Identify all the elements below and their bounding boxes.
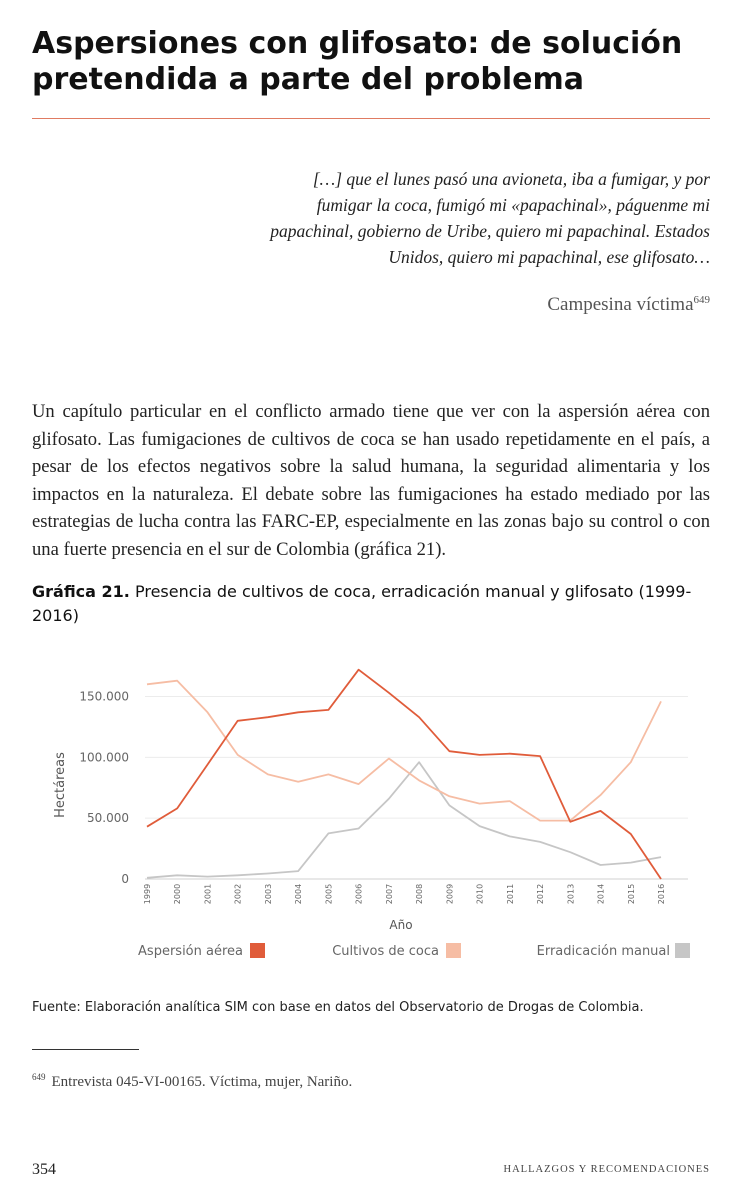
x-tick-label: 2011 — [505, 883, 515, 905]
x-tick-label: 2009 — [445, 883, 455, 905]
y-tick-label: 100.000 — [79, 750, 129, 765]
figure-label: Gráfica 21. — [32, 582, 130, 601]
figure-caption-text: Presencia de cultivos de coca, erradicación manual y glifosato (1999-2016) — [32, 582, 692, 625]
attribution-text: Campesina víctima — [547, 294, 694, 315]
x-tick-label: 2013 — [566, 883, 576, 905]
figure-source: Fuente: Elaboración analítica SIM con base en datos del Observatorio de Drogas de Colombia. — [32, 1000, 644, 1015]
quote-attribution — [547, 294, 710, 316]
x-tick-label: 2007 — [384, 883, 394, 905]
footnote — [32, 1072, 352, 1091]
figure-caption — [32, 580, 712, 628]
legend-label: Erradicación manual — [536, 944, 670, 959]
series-line — [147, 762, 661, 878]
y-axis-title: Hectáreas — [53, 752, 68, 818]
footnote-number: 649 — [32, 1072, 46, 1082]
y-tick-label: 150.000 — [79, 689, 129, 704]
legend-swatch — [675, 943, 690, 958]
x-tick-label: 2012 — [536, 883, 546, 905]
x-tick-label: 2008 — [415, 883, 425, 905]
footnote-ref[interactable]: 649 — [693, 294, 710, 306]
line-chart — [0, 640, 753, 985]
x-tick-label: 1999 — [143, 883, 152, 905]
footnote-divider — [32, 1049, 139, 1050]
x-tick-label: 2000 — [173, 883, 183, 905]
legend-label: Aspersión aérea — [138, 944, 243, 959]
legend-label: Cultivos de coca — [332, 944, 439, 959]
series-line — [147, 681, 661, 821]
x-tick-label: 2014 — [596, 883, 606, 905]
epigraph-quote: […] que el lunes pasó una avioneta, iba a fumigar, y por fumigar la coca, fumigó mi «papachinal», páguenme mi papachinal, gobierno de Uribe, quiero mi papachinal. Estados Unidos, quiero mi papachinal, ese glifosato… — [270, 169, 710, 267]
y-tick-label: 50.000 — [87, 811, 129, 826]
x-tick-label: 2006 — [354, 883, 364, 905]
x-axis-title: Año — [389, 918, 413, 932]
title-divider — [32, 118, 710, 119]
body-paragraph: Un capítulo particular en el conflicto armado tiene que ver con la aspersión aérea con glifosato. Las fumigaciones de cultivos de coca se han usado repetidamente en el país, a pesar de los efectos negativos sobre la salud humana, la seguridad alimentaria y los impactos en la naturaleza. El debate sobre las fumigaciones ha estado mediado por las estrategias de lucha contra las FARC-EP, especialmente en las zonas bajo su control o con una fuerte presencia en el sur de Colombia (gráfica 21). — [32, 401, 710, 560]
footnote-text: Entrevista 045-VI-00165. Víctima, mujer, Nariño. — [51, 1074, 353, 1090]
x-tick-label: 2001 — [203, 883, 213, 905]
x-tick-label: 2015 — [626, 883, 636, 905]
x-tick-label: 2004 — [294, 883, 304, 905]
page-number: 354 — [32, 1161, 56, 1178]
x-tick-label: 2016 — [657, 883, 666, 905]
legend-swatch — [250, 943, 265, 958]
series-line — [147, 670, 661, 879]
x-tick-label: 2003 — [263, 883, 273, 905]
y-tick-label: 0 — [121, 872, 129, 886]
x-tick-label: 2010 — [475, 883, 485, 905]
x-tick-label: 2005 — [324, 883, 334, 905]
running-footer: HALLAZGOS Y RECOMENDACIONES — [503, 1164, 710, 1175]
x-tick-label: 2002 — [233, 883, 243, 905]
section-title: Aspersiones con glifosato: de solución pretendida a parte del problema — [32, 26, 683, 97]
legend-swatch — [446, 943, 461, 958]
